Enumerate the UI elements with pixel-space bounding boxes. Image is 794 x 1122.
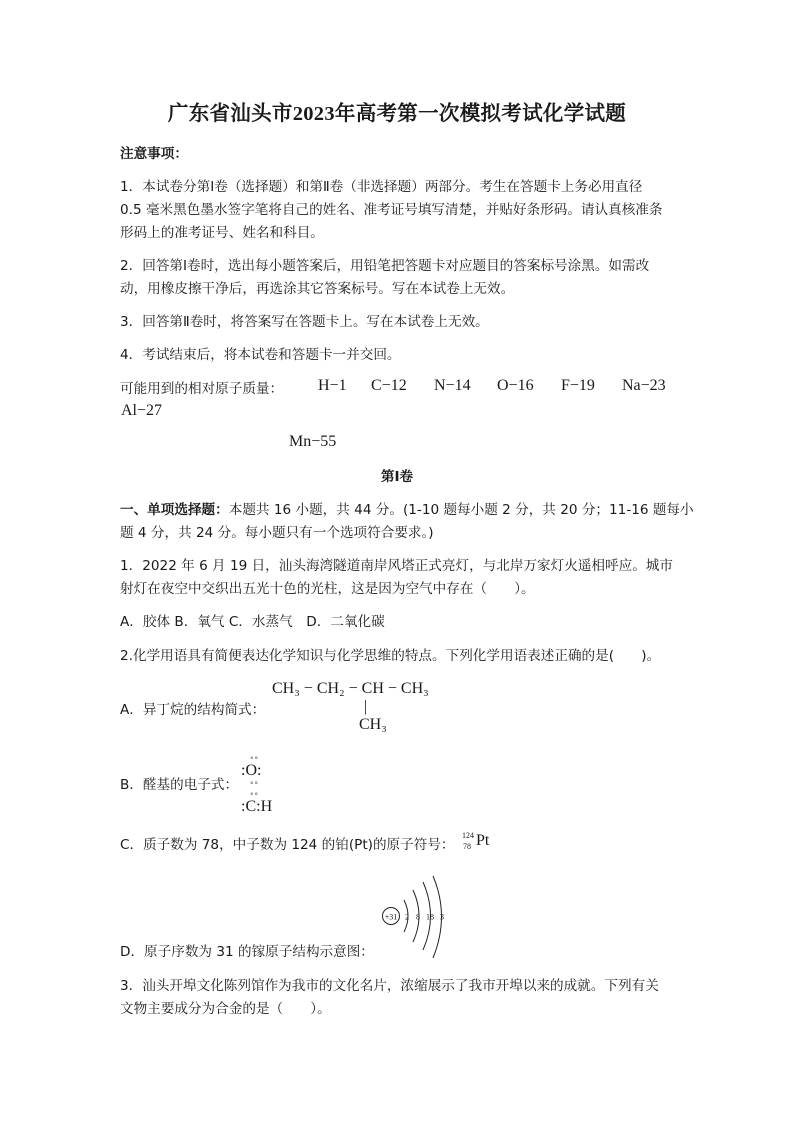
isobutane-formula-branch: CH₃ — [359, 716, 387, 733]
q1-stem-line-1: 1．2022 年 6 月 19 日，汕头海湾隧道南岸风塔正式亮灯，与北岸万家灯火遥相呼应。城市 — [120, 558, 673, 574]
mass-mn: Mn−55 — [289, 433, 337, 450]
note-3: 3．回答第Ⅱ卷时，将答案写在答题卡上。写在本试卷上无效。 — [120, 314, 489, 330]
note-1-line-3: 形码上的准考证号、姓名和科目。 — [120, 225, 324, 241]
nucleus-charge: +31 — [384, 912, 398, 922]
q1-stem-line-2: 射灯在夜空中交织出五光十色的光柱，这是因为空气中存在（ ）。 — [120, 581, 535, 597]
mass-c: C−12 — [371, 377, 407, 394]
electron-dots-top-o: °° — [250, 756, 259, 764]
section-part-line-1 — [120, 501, 694, 519]
q2-option-c-label: C．质子数为 78，中子数为 124 的铂(Pt)的原子符号： — [120, 837, 455, 853]
atomic-mass-label: 可能用到的相对原子质量： — [120, 381, 284, 397]
q2-option-d-label: D．原子序数为 31 的镓原子结构示意图： — [120, 944, 374, 960]
section-heading: 第Ⅰ卷 — [380, 469, 414, 485]
shell-1-count: 2 — [405, 912, 409, 922]
mass-n: N−14 — [434, 377, 471, 394]
part-desc-1: 本题共 16 小题，共 44 分。(1-10 题每小题 2 分，共 20 分；11-16 题每小 — [228, 502, 694, 518]
mass-h: H−1 — [318, 377, 347, 394]
pt-mass-number: 124 — [462, 831, 474, 840]
note-2-line-2: 动，用橡皮擦干净后，再选涂其它答案标号。写在本试卷上无效。 — [120, 281, 515, 297]
section-part-line-2: 题 4 分，共 24 分。每小题只有一个选项符合要求。) — [120, 525, 434, 541]
shell-4-count: 3 — [440, 912, 444, 922]
electron-dots-top-c: °° — [250, 792, 259, 800]
aldehyde-line-2: :C:H — [241, 798, 273, 815]
q2-option-b-label: B．醛基的电子式： — [120, 777, 239, 793]
aldehyde-line-1: :O: — [241, 762, 262, 779]
pt-atomic-number: 78 — [463, 842, 471, 851]
part-label: 一、单项选择题： — [120, 502, 229, 518]
mass-al: Al−27 — [121, 402, 163, 419]
gallium-atom-diagram — [380, 874, 450, 960]
q2-stem: 2.化学用语具有简便表达化学知识与化学思维的特点。下列化学用语表述正确的是( )。 — [120, 648, 661, 664]
mass-o: O−16 — [497, 377, 534, 394]
page-title: 广东省汕头市2023年高考第一次模拟考试化学试题 — [167, 103, 627, 125]
mass-na: Na−23 — [622, 377, 666, 394]
pt-symbol: Pt — [476, 832, 490, 849]
notes-heading: 注意事项： — [120, 146, 188, 162]
note-4: 4．考试结束后，将本试卷和答题卡一并交回。 — [120, 347, 401, 363]
q2-option-a-label: A．异丁烷的结构简式： — [120, 702, 266, 718]
q1-options: A．胶体 B．氧气 C．水蒸气 D．二氧化碳 — [120, 614, 385, 630]
q3-stem-line-2: 文物主要成分为合金的是（ ）。 — [120, 1001, 331, 1017]
shell-2-count: 8 — [416, 912, 420, 922]
q3-stem-line-1: 3．汕头开埠文化陈列馆作为我市的文化名片，浓缩展示了我市开埠以来的成就。下列有关 — [120, 978, 659, 994]
electron-dots-bottom-o: °° — [250, 781, 259, 789]
note-1-line-2: 0.5 毫米黑色墨水签字笔将自己的姓名、准考证号填写清楚，并贴好条形码。请认真核准条 — [120, 202, 663, 218]
shell-3-count: 18 — [426, 912, 434, 922]
note-1-line-1: 1．本试卷分第Ⅰ卷（选择题）和第Ⅱ卷（非选择题）两部分。考生在答题卡上务必用直径 — [120, 179, 643, 195]
isobutane-formula-main: CH₃ − CH₂ − CH − CH₃ — [272, 680, 429, 697]
mass-f: F−19 — [561, 377, 595, 394]
note-2-line-1: 2．回答第Ⅰ卷时，选出每小题答案后，用铅笔把答题卡对应题目的答案标号涂黑。如需改 — [120, 258, 650, 274]
isobutane-bond: | — [364, 698, 368, 715]
